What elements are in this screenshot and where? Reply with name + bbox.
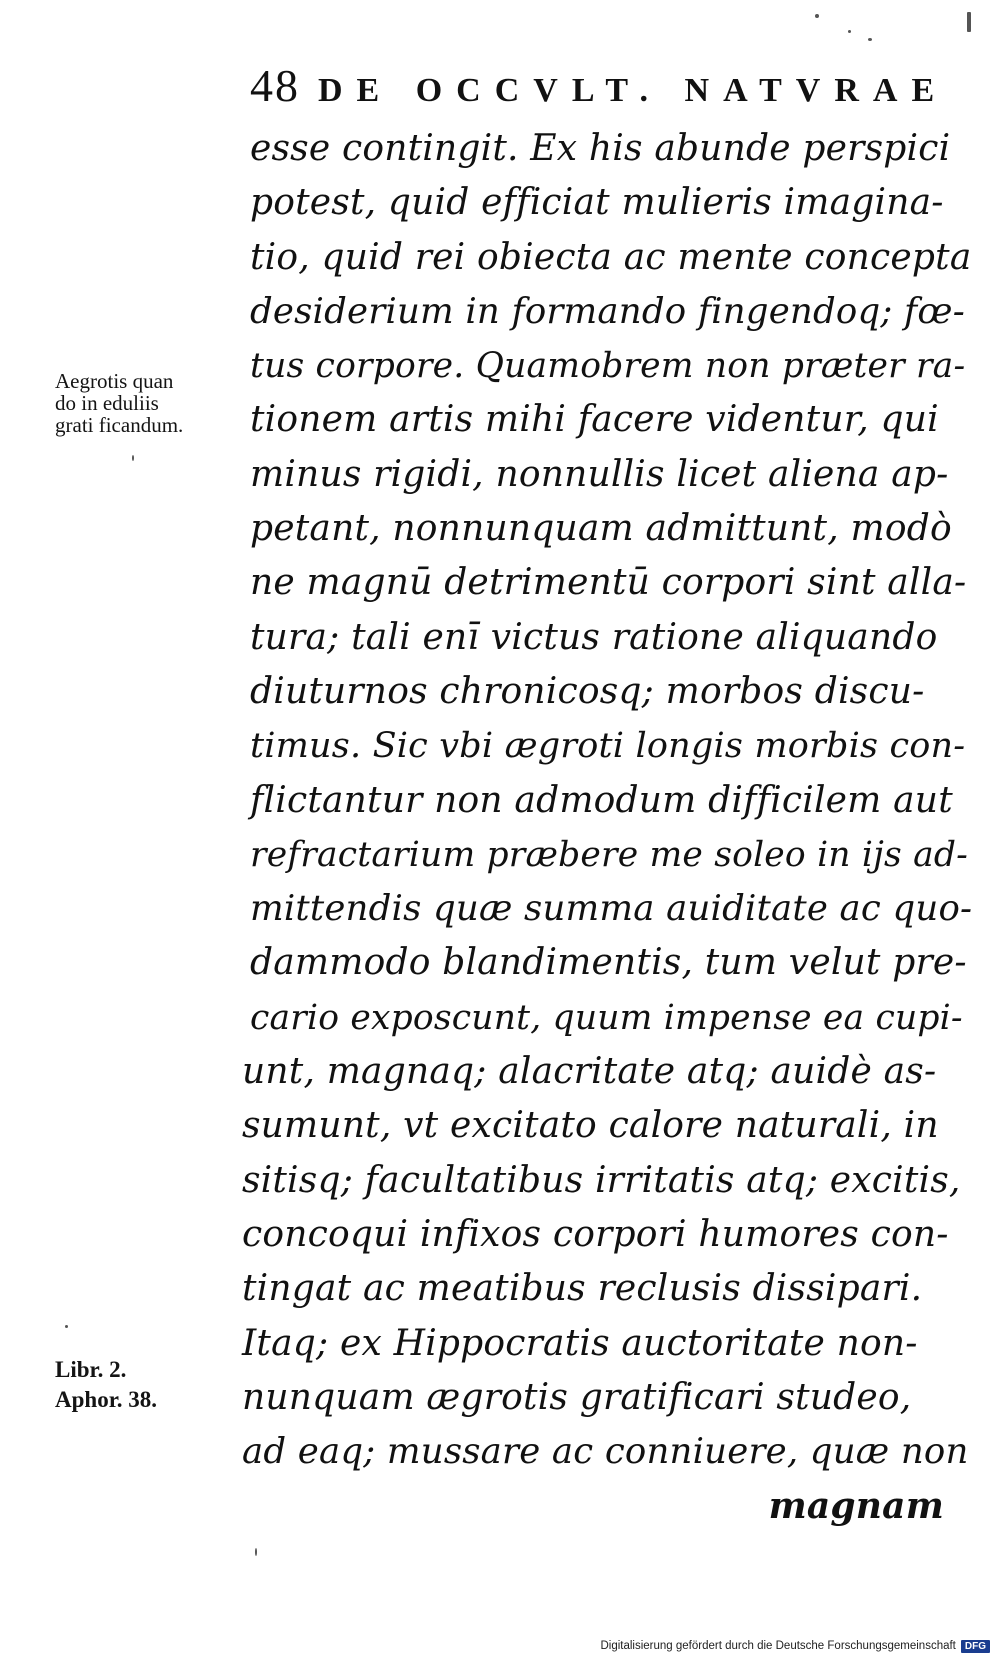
ink-speck bbox=[868, 38, 872, 41]
text-line: sumunt, vt excitato calore naturali, in bbox=[242, 1105, 939, 1147]
margin-note-line: Libr. 2. bbox=[55, 1357, 127, 1382]
text-line: flictantur non admodum difficilem aut bbox=[250, 779, 953, 821]
ink-speck bbox=[255, 1548, 257, 1556]
text-line: tingat ac meatibus reclusis dissipari. bbox=[242, 1268, 923, 1310]
text-line: unt, magnaq; alacritate atq; auidè as- bbox=[242, 1051, 937, 1093]
text-line: mittendis quæ summa auiditate ac quo- bbox=[250, 888, 973, 930]
text-line: tionem artis mihi facere videntur, qui bbox=[250, 399, 939, 441]
digitization-footer bbox=[600, 1637, 990, 1655]
ink-speck bbox=[815, 14, 819, 18]
dfg-logo: DFG bbox=[961, 1640, 990, 1653]
text-line: concoqui infixos corpori humores con- bbox=[242, 1213, 949, 1255]
text-line: nunquam ægrotis gratificari studeo, bbox=[242, 1376, 912, 1418]
ink-speck bbox=[132, 455, 134, 461]
text-line: tio, quid rei obiecta ac mente concepta bbox=[250, 236, 972, 278]
text-line: diuturnos chronicosq; morbos discu- bbox=[250, 670, 925, 712]
body-text bbox=[232, 122, 972, 1534]
text-line: petant, nonnunquam admittunt, modò bbox=[250, 508, 952, 550]
margin-note-line: Aegrotis quan bbox=[55, 369, 174, 393]
text-line: ne magnū detrimentū corpori sint alla- bbox=[250, 562, 967, 604]
text-line: desiderium in formando fingendoq; fœ- bbox=[250, 290, 965, 332]
text-line: sitisq; facultatibus irritatis atq; excitis, bbox=[242, 1159, 961, 1201]
page-header bbox=[250, 58, 950, 114]
text-line: tus corpore. Quamobrem non præter ra- bbox=[250, 346, 966, 387]
margin-note-aegrotis bbox=[55, 370, 183, 436]
page-number: 48 bbox=[250, 60, 300, 111]
text-line: dammodo blandimentis, tum velut pre- bbox=[250, 942, 967, 984]
text-line: refractarium præbere me soleo in ijs ad- bbox=[250, 834, 968, 875]
margin-note-line: do in eduliis bbox=[55, 391, 159, 415]
margin-note-line: grati ficandum. bbox=[55, 413, 184, 437]
text-line: esse contingit. Ex his abunde perspici bbox=[250, 128, 951, 169]
ink-speck bbox=[65, 1325, 68, 1328]
text-line: potest, quid efficiat mulieris imagina- bbox=[250, 182, 944, 224]
running-title: DE OCCVLT. NATVRAE bbox=[318, 72, 949, 109]
text-line: minus rigidi, nonnullis licet aliena ap- bbox=[250, 453, 949, 495]
text-line: ad eaq; mussare ac conniuere, quæ non bbox=[242, 1431, 969, 1473]
ink-speck bbox=[848, 30, 851, 33]
text-line: tura; tali enī victus ratione aliquando bbox=[250, 616, 938, 658]
margin-note-line: Aphor. 38. bbox=[55, 1387, 158, 1412]
text-line: cario exposcunt, quum impense ea cupi- bbox=[250, 997, 963, 1038]
text-line: Itaq; ex Hippocratis auctoritate non- bbox=[242, 1322, 918, 1364]
text-line: timus. Sic vbi ægroti longis morbis con- bbox=[250, 726, 966, 767]
catchword: magnam bbox=[768, 1485, 944, 1528]
footer-credit: Digitalisierung gefördert durch die Deutsche Forschungsgemeinschaft bbox=[600, 1640, 956, 1652]
margin-note-reference bbox=[55, 1355, 157, 1415]
ink-speck bbox=[967, 12, 971, 32]
